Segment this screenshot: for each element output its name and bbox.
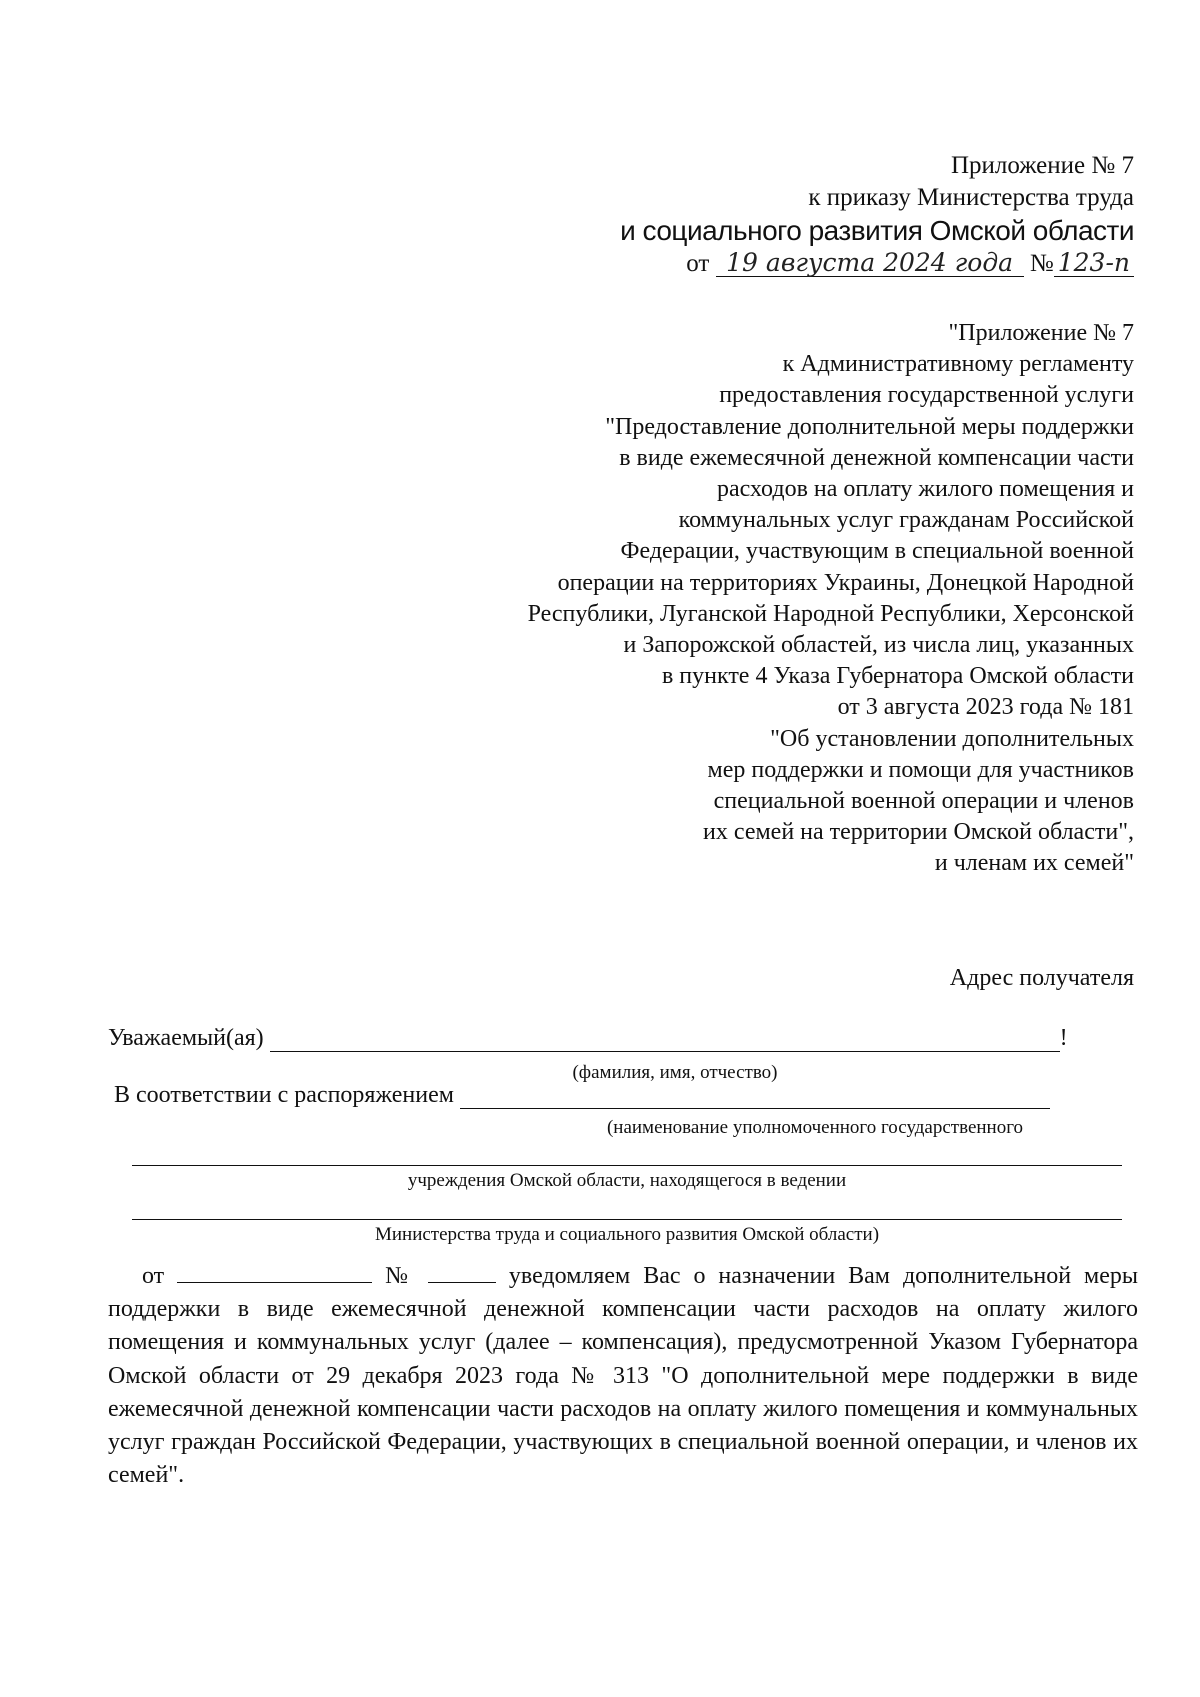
regulation-line: операции на территориях Украины, Донецкой Народной [557, 569, 1134, 596]
institution-blank-line-2 [132, 1165, 1122, 1166]
full-name-caption: (фамилия, имя, отчество) [572, 1062, 778, 1083]
appendix-header [620, 150, 1134, 280]
regulation-line: от 3 августа 2023 года № 181 [837, 694, 1134, 721]
regulation-line: коммунальных услуг гражданам Российской [678, 507, 1134, 534]
regulation-line: их семей на территории Омской области", [703, 819, 1134, 846]
number-prefix: № [1029, 250, 1054, 277]
appendix-title: Приложение № 7 [950, 152, 1134, 179]
date-prefix: от [686, 250, 710, 277]
notification-paragraph [108, 1260, 1138, 1492]
regulation-line: Республики, Луганской Народной Республики, Херсонской [527, 600, 1134, 627]
institution-blank [460, 1084, 1050, 1109]
regulation-line: предоставления государственной услуги [719, 382, 1134, 409]
date-blank [177, 1264, 372, 1283]
regulation-line: мер поддержки и помощи для участников [707, 756, 1134, 783]
regulation-reference [528, 318, 1134, 880]
regulation-line: расходов на оплату жилого помещения и [716, 476, 1134, 503]
number-blank [428, 1264, 496, 1283]
number-label: № [385, 1263, 415, 1289]
ministry-name: и социального развития Омской области [620, 215, 1134, 246]
regulation-line: "Об установлении дополнительных [770, 725, 1134, 752]
regulation-line: Федерации, участвующим в специальной военной [620, 538, 1134, 565]
regulation-line: "Предоставление дополнительной меры поддержки [605, 413, 1134, 440]
handwritten-number: 123-п [1054, 250, 1134, 277]
regulation-line: в виде ежемесячной денежной компенсации части [619, 444, 1134, 471]
regulation-line: к Административному регламенту [782, 351, 1134, 378]
greeting-prefix: Уважаемый(ая) [108, 1025, 264, 1051]
order-line [114, 1082, 1144, 1109]
regulation-line: и Запорожской областей, из числа лиц, указанных [623, 632, 1134, 659]
regulation-line: в пункте 4 Указа Губернатора Омской области [661, 663, 1134, 690]
handwritten-date: 19 августа 2024 года [716, 250, 1024, 277]
institution-blank-line-3 [132, 1219, 1122, 1220]
order-prefix: В соответствии с распоряжением [114, 1082, 454, 1108]
full-name-blank [270, 1027, 1060, 1052]
regulation-line: и членам их семей" [934, 850, 1134, 877]
institution-caption-1: (наименование уполномоченного государственного [606, 1117, 1024, 1138]
institution-caption-3: Министерства труда и социального развития Омской области) [374, 1224, 880, 1245]
order-date-line [620, 248, 1134, 280]
greeting-exclamation: ! [1059, 1025, 1068, 1051]
order-reference: к приказу Министерства труда [808, 184, 1134, 211]
regulation-line: специальной военной операции и членов [713, 788, 1134, 815]
regulation-line: "Приложение № 7 [948, 320, 1134, 346]
from-label: от [142, 1263, 165, 1289]
institution-caption-2: учреждения Омской области, находящегося в ведении [407, 1170, 847, 1191]
recipient-address-label: Адрес получателя [949, 965, 1134, 991]
notification-text: уведомляем Вас о назначении Вам дополнительной меры поддержки в виде ежемесячной денежной компенсации части расходов на оплату жилого помещения и коммунальных услуг (далее – компенсация), предусмотренной Указом Губернатора Омской области от 29 декабря 2023 года № 313 "О дополнительной мере поддержки в виде ежемесячной денежной компенсации части расходов на оплату жилого помещения и коммунальных услуг граждан Российской Федерации, участвующих в специальной военной операции, и членов их семей". [108, 1263, 1139, 1489]
greeting-line [108, 1025, 1138, 1052]
